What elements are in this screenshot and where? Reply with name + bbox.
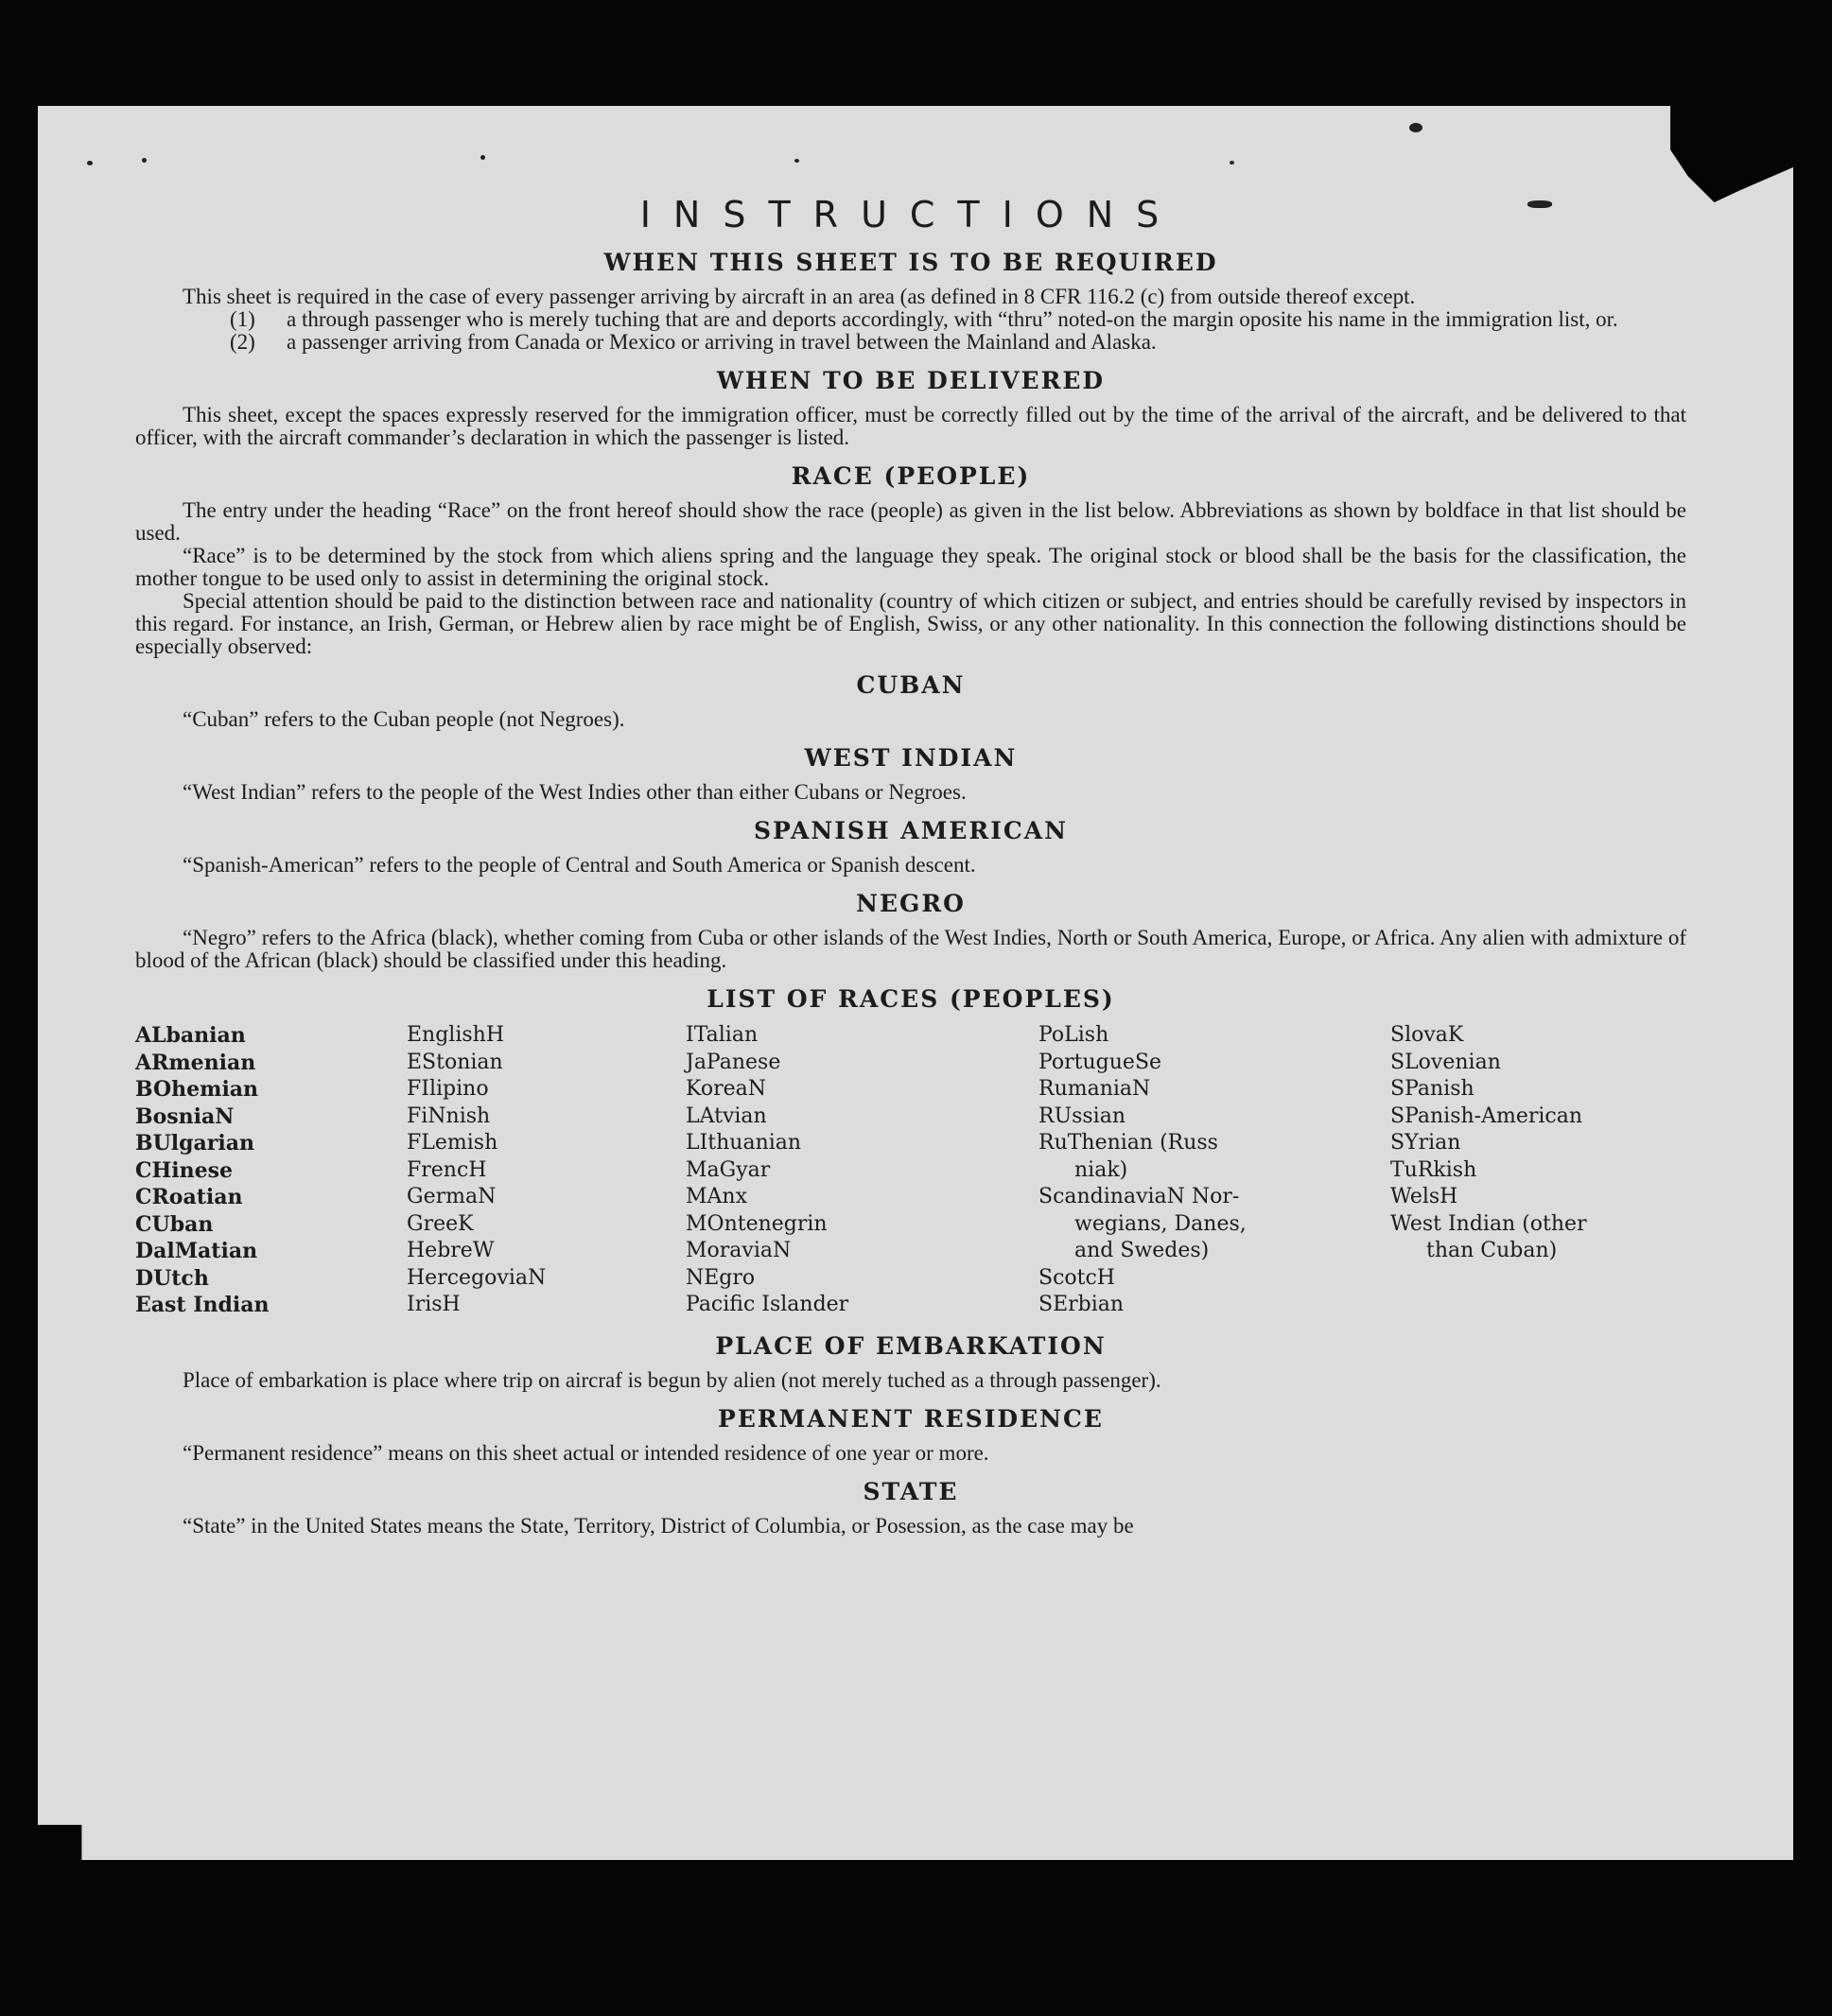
section-cuban [135,671,1686,731]
item-text: a through passenger who is merely tuching that are and deports accordingly, with “thru” noted-on the margin oposite his name in the immigration list, or. [287,307,1618,331]
race-list [135,1022,1686,1319]
race-item: HercegoviaN [407,1265,547,1290]
section-heading: PERMANENT RESIDENCE [718,1404,1104,1433]
race-item: RUssian [1038,1104,1126,1128]
race-item: SYrian [1390,1131,1461,1155]
paragraph: This sheet, except the spaces expressly reserved for the immigration officer, must be correctly filled out by the time of the arrival of the aircraft, and be delivered to that officer, with the aircraft commander’s declaration in which the passenger is listed. [135,403,1686,449]
race-item: BOhemian [135,1077,259,1102]
section-when-required [135,249,1686,354]
race-item: GermaN [407,1185,497,1208]
section-heading: STATE [863,1477,959,1505]
race-item: DalMatian [135,1239,258,1263]
item-number: (1) [230,307,255,331]
race-item: Pacific Islander [686,1293,849,1316]
race-item: DUtch [135,1265,209,1291]
race-item: FIlipino [407,1077,489,1101]
race-column [1390,1022,1684,1319]
paragraph: Place of embarkation is place where trip on aircraf is begun by alien (not merely tuched as a through passenger). [183,1367,1161,1392]
race-item: LIthuanian [686,1131,802,1155]
race-column [407,1022,686,1319]
section-when-delivered [135,367,1686,449]
race-item: ITalian [686,1023,759,1047]
paragraph: “Permanent residence” means on this sheet actual or intended residence of one year or more. [183,1440,989,1465]
speck-mark [142,158,147,163]
race-item: than Cuban) [1426,1239,1558,1262]
race-item: TuRkish [1390,1157,1477,1182]
section-heading: LIST OF RACES (PEOPLES) [707,985,1115,1013]
race-item: niak) [1074,1157,1128,1182]
race-item: CRoatian [135,1185,243,1209]
list-item [135,308,1686,331]
speck-mark [1409,123,1422,132]
race-item: BosniaN [135,1104,235,1129]
section-heading: WHEN TO BE DELIVERED [716,367,1106,394]
list-item [135,331,1686,354]
section-heading: CUBAN [856,671,966,699]
race-item: LAtvian [686,1104,767,1128]
section-negro [135,890,1686,972]
race-item: CUban [135,1211,214,1237]
race-item: EnglishH [407,1023,505,1047]
section-list-of-races [135,985,1686,1319]
race-item: PortugueSe [1038,1050,1162,1074]
race-item: RumaniaN [1038,1077,1151,1101]
race-item: NEgro [686,1265,756,1290]
race-item: GreeK [407,1211,474,1236]
race-item: KoreaN [686,1077,766,1101]
section-embarkation [135,1332,1686,1392]
paragraph: “Spanish-American” refers to the people of Central and South America or Spanish descent. [183,853,976,877]
race-item: SErbian [1038,1293,1125,1316]
paragraph: “West Indian” refers to the people of the West Indies other than either Cubans or Negroes. [183,780,967,804]
race-item: MAnx [686,1185,747,1208]
item-text: a passenger arriving from Canada or Mexico or arriving in travel between the Mainland and Alaska. [287,330,1157,354]
section-spanish-american [135,817,1686,877]
speck-mark [87,161,93,165]
paragraph: “State” in the United States means the State, Territory, District of Columbia, or Posession, as the case may be [183,1513,1134,1538]
paragraph: “Negro” refers to the Africa (black), whether coming from Cuba or other islands of the West Indies, North or South America, Europe, or Africa. Any alien with admixture of blood of the African (black) should be classified under this heading. [135,926,1686,972]
race-item: WelsH [1390,1185,1458,1208]
item-number: (2) [230,330,255,354]
speck-mark [1230,161,1234,165]
race-item: EStonian [407,1050,503,1074]
race-item: HebreW [407,1239,495,1262]
race-item: SPanish [1390,1077,1474,1101]
paragraph: The entry under the heading “Race” on the front hereof should show the race (people) as given in the list below. Abbreviations as shown by boldface in that list should be used. [135,498,1686,545]
paragraph: Special attention should be paid to the distinction between race and nationality (country of which citizen or subject, and entries should be carefully revised by inspectors in this regard. For instance, an Irish, German, or Hebrew alien by race might be of English, Swiss, or any other nationality. In this connection the following distinctions should be especially observed: [135,589,1686,658]
race-item: MOntenegrin [686,1211,828,1236]
section-heading: NEGRO [856,890,966,917]
race-item: and Swedes) [1074,1239,1210,1262]
race-item: CHinese [135,1157,234,1183]
page-content [135,194,1686,1538]
section-heading: WEST INDIAN [804,744,1018,772]
race-column [1038,1022,1390,1319]
race-item: SPanish-American [1390,1104,1583,1128]
race-item: ARmenian [135,1050,256,1075]
section-west-indian [135,744,1686,804]
paragraph: “Cuban” refers to the Cuban people (not Negroes). [183,707,625,731]
race-column [686,1022,1038,1319]
race-item: JaPanese [686,1050,781,1074]
section-race [135,462,1686,658]
race-item: ScandinaviaN Nor- [1038,1185,1240,1208]
section-permanent-residence [135,1405,1686,1465]
race-item: PoLish [1038,1023,1109,1047]
race-item: MaGyar [686,1157,771,1182]
race-item: BUlgarian [135,1131,254,1156]
section-heading: WHEN THIS SHEET IS TO BE REQUIRED [603,249,1218,276]
race-column [135,1022,407,1319]
section-heading: PLACE OF EMBARKATION [715,1331,1107,1360]
page-title: INSTRUCTIONS [639,194,1182,235]
speck-mark [794,159,799,163]
race-item: FiNnish [407,1104,491,1128]
race-item: East Indian [135,1293,270,1317]
race-item: MoraviaN [686,1239,792,1262]
race-item: SlovaK [1390,1023,1464,1047]
race-item: SLovenian [1390,1050,1501,1074]
section-state [135,1478,1686,1538]
race-item: wegians, Danes, [1074,1211,1247,1236]
speck-mark [480,155,485,160]
section-heading: RACE (PEOPLE) [791,462,1031,490]
paragraph: “Race” is to be determined by the stock from which aliens spring and the language they speak. The original stock or blood shall be the basis for the classification, the mother tongue to be used only to assist in determining the original stock. [135,544,1686,590]
race-item: West Indian (other [1390,1211,1587,1236]
race-item: RuThenian (Russ [1038,1131,1218,1155]
race-item: FrencH [407,1157,487,1182]
race-item: ScotcH [1038,1265,1115,1290]
section-heading: SPANISH AMERICAN [753,817,1069,844]
race-item: IrisH [407,1293,461,1316]
race-item: ALbanian [135,1023,246,1048]
race-item: FLemish [407,1131,498,1155]
paragraph: This sheet is required in the case of every passenger arriving by aircraft in an area (as defined in 8 CFR 116.2 (c) from outside thereof except. [183,285,1416,308]
